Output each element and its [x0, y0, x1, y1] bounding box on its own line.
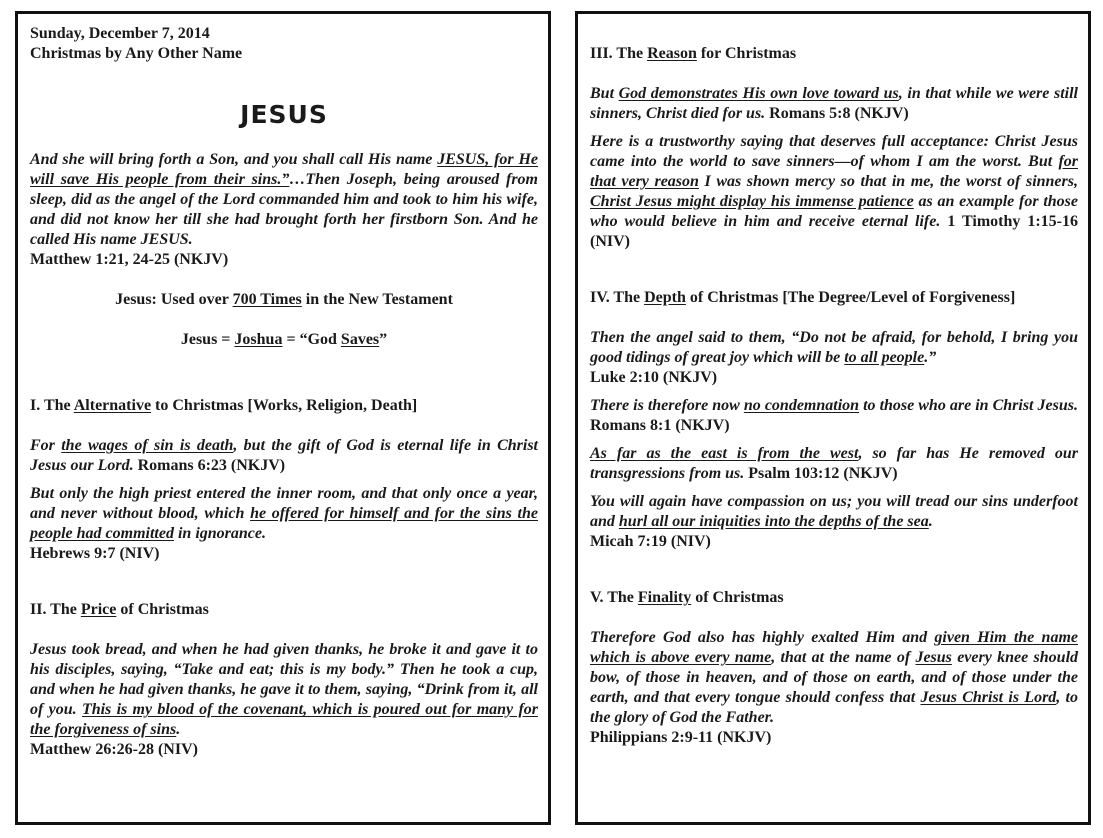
sermon-date: Sunday, December 7, 2014	[30, 25, 210, 42]
section-2-heading: II. The Price of Christmas	[30, 601, 209, 618]
intro-verse: And she will bring forth a Son, and you shall call His name JESUS, for He will save His people from their sins.”…Then Joseph, being aroused from sleep, did as the angel of the Lord commanded him and took to him his wife, and did not know her till she had brought forth her firstborn Son. And he called His name JESUS.	[30, 151, 539, 248]
section-4-heading: IV. The Depth of Christmas [The Degree/Level of Forgiveness]	[590, 289, 1016, 306]
sermon-series: Christmas by Any Other Name	[30, 45, 243, 62]
section-5-verse-1-reference: Philippians 2:9-11 (NKJV)	[590, 729, 772, 746]
section-1-verse-2: But only the high priest entered the inner room, and that only once a year, and never without blood, which he offered for himself and for the sins the people had committed in ignorance.	[30, 485, 538, 542]
section-1-verse-1: For the wages of sin is death, but the gift of God is eternal life in Christ Jesus our Lord. Romans 6:23 (NKJV)	[30, 437, 538, 474]
section-1-heading: I. The Alternative to Christmas [Works, Religion, Death]	[30, 397, 418, 414]
name-meaning-line: Jesus = Joshua = “God Saves”	[180, 331, 388, 348]
section-4-verse-3: As far as the east is from the west, so far has He removed our transgressions from us. Psalm 103:12 (NKJV)	[590, 445, 1078, 482]
left-panel	[15, 11, 551, 825]
section-3-verse-1: But God demonstrates His own love toward us, in that while we were still sinners, Christ died for us. Romans 5:8 (NKJV)	[590, 85, 1078, 122]
section-4-verse-1: Then the angel said to them, “Do not be afraid, for behold, I bring you good tidings of great joy which will be to all people.”	[590, 329, 1078, 366]
section-2-verse-1: Jesus took bread, and when he had given thanks, he broke it and gave it to his disciples, saying, “Take and eat; this is my body.” Then he took a cup, and when he had given thanks, he gave it to them, saying, “Drink from it, all of you. This is my blood of the covenant, which is poured out for many for the forgiveness of sins.	[30, 641, 539, 738]
section-1-verse-2-reference: Hebrews 9:7 (NIV)	[30, 545, 160, 562]
section-4-verse-4: You will again have compassion on us; you will tread our sins underfoot and hurl all our iniquities into the depths of the sea.	[590, 493, 1078, 530]
right-panel	[575, 11, 1091, 825]
page-title: JESUS	[240, 100, 328, 129]
intro-verse-reference: Matthew 1:21, 24-25 (NKJV)	[30, 251, 229, 268]
section-3-verse-2: Here is a trustworthy saying that deserves full acceptance: Christ Jesus came into the world to save sinners—of whom I am the worst. But for that very reason I was shown mercy so that in me, the worst of sinners, Christ Jesus might display his immense patience as an example for those who would believe in him and receive eternal life. 1 Timothy 1:15-16 (NIV)	[590, 133, 1079, 250]
section-4-verse-1-reference: Luke 2:10 (NKJV)	[590, 369, 718, 386]
section-5-verse-1: Therefore God also has highly exalted Him and given Him the name which is above every name, that at the name of Jesus every knee should bow, of those in heaven, and of those on earth, and of those under the earth, and that every tongue should confess that Jesus Christ is Lord, to the glory of God the Father.	[590, 629, 1079, 726]
usage-count-line: Jesus: Used over 700 Times in the New Testament	[115, 291, 453, 308]
section-5-heading: V. The Finality of Christmas	[590, 589, 784, 606]
section-4-verse-4-reference: Micah 7:19 (NIV)	[590, 533, 711, 550]
section-4-verse-2: There is therefore now no condemnation to those who are in Christ Jesus. Romans 8:1 (NKJV)	[590, 397, 1078, 434]
section-3-heading: III. The Reason for Christmas	[590, 45, 797, 62]
section-2-verse-1-reference: Matthew 26:26-28 (NIV)	[30, 741, 198, 758]
